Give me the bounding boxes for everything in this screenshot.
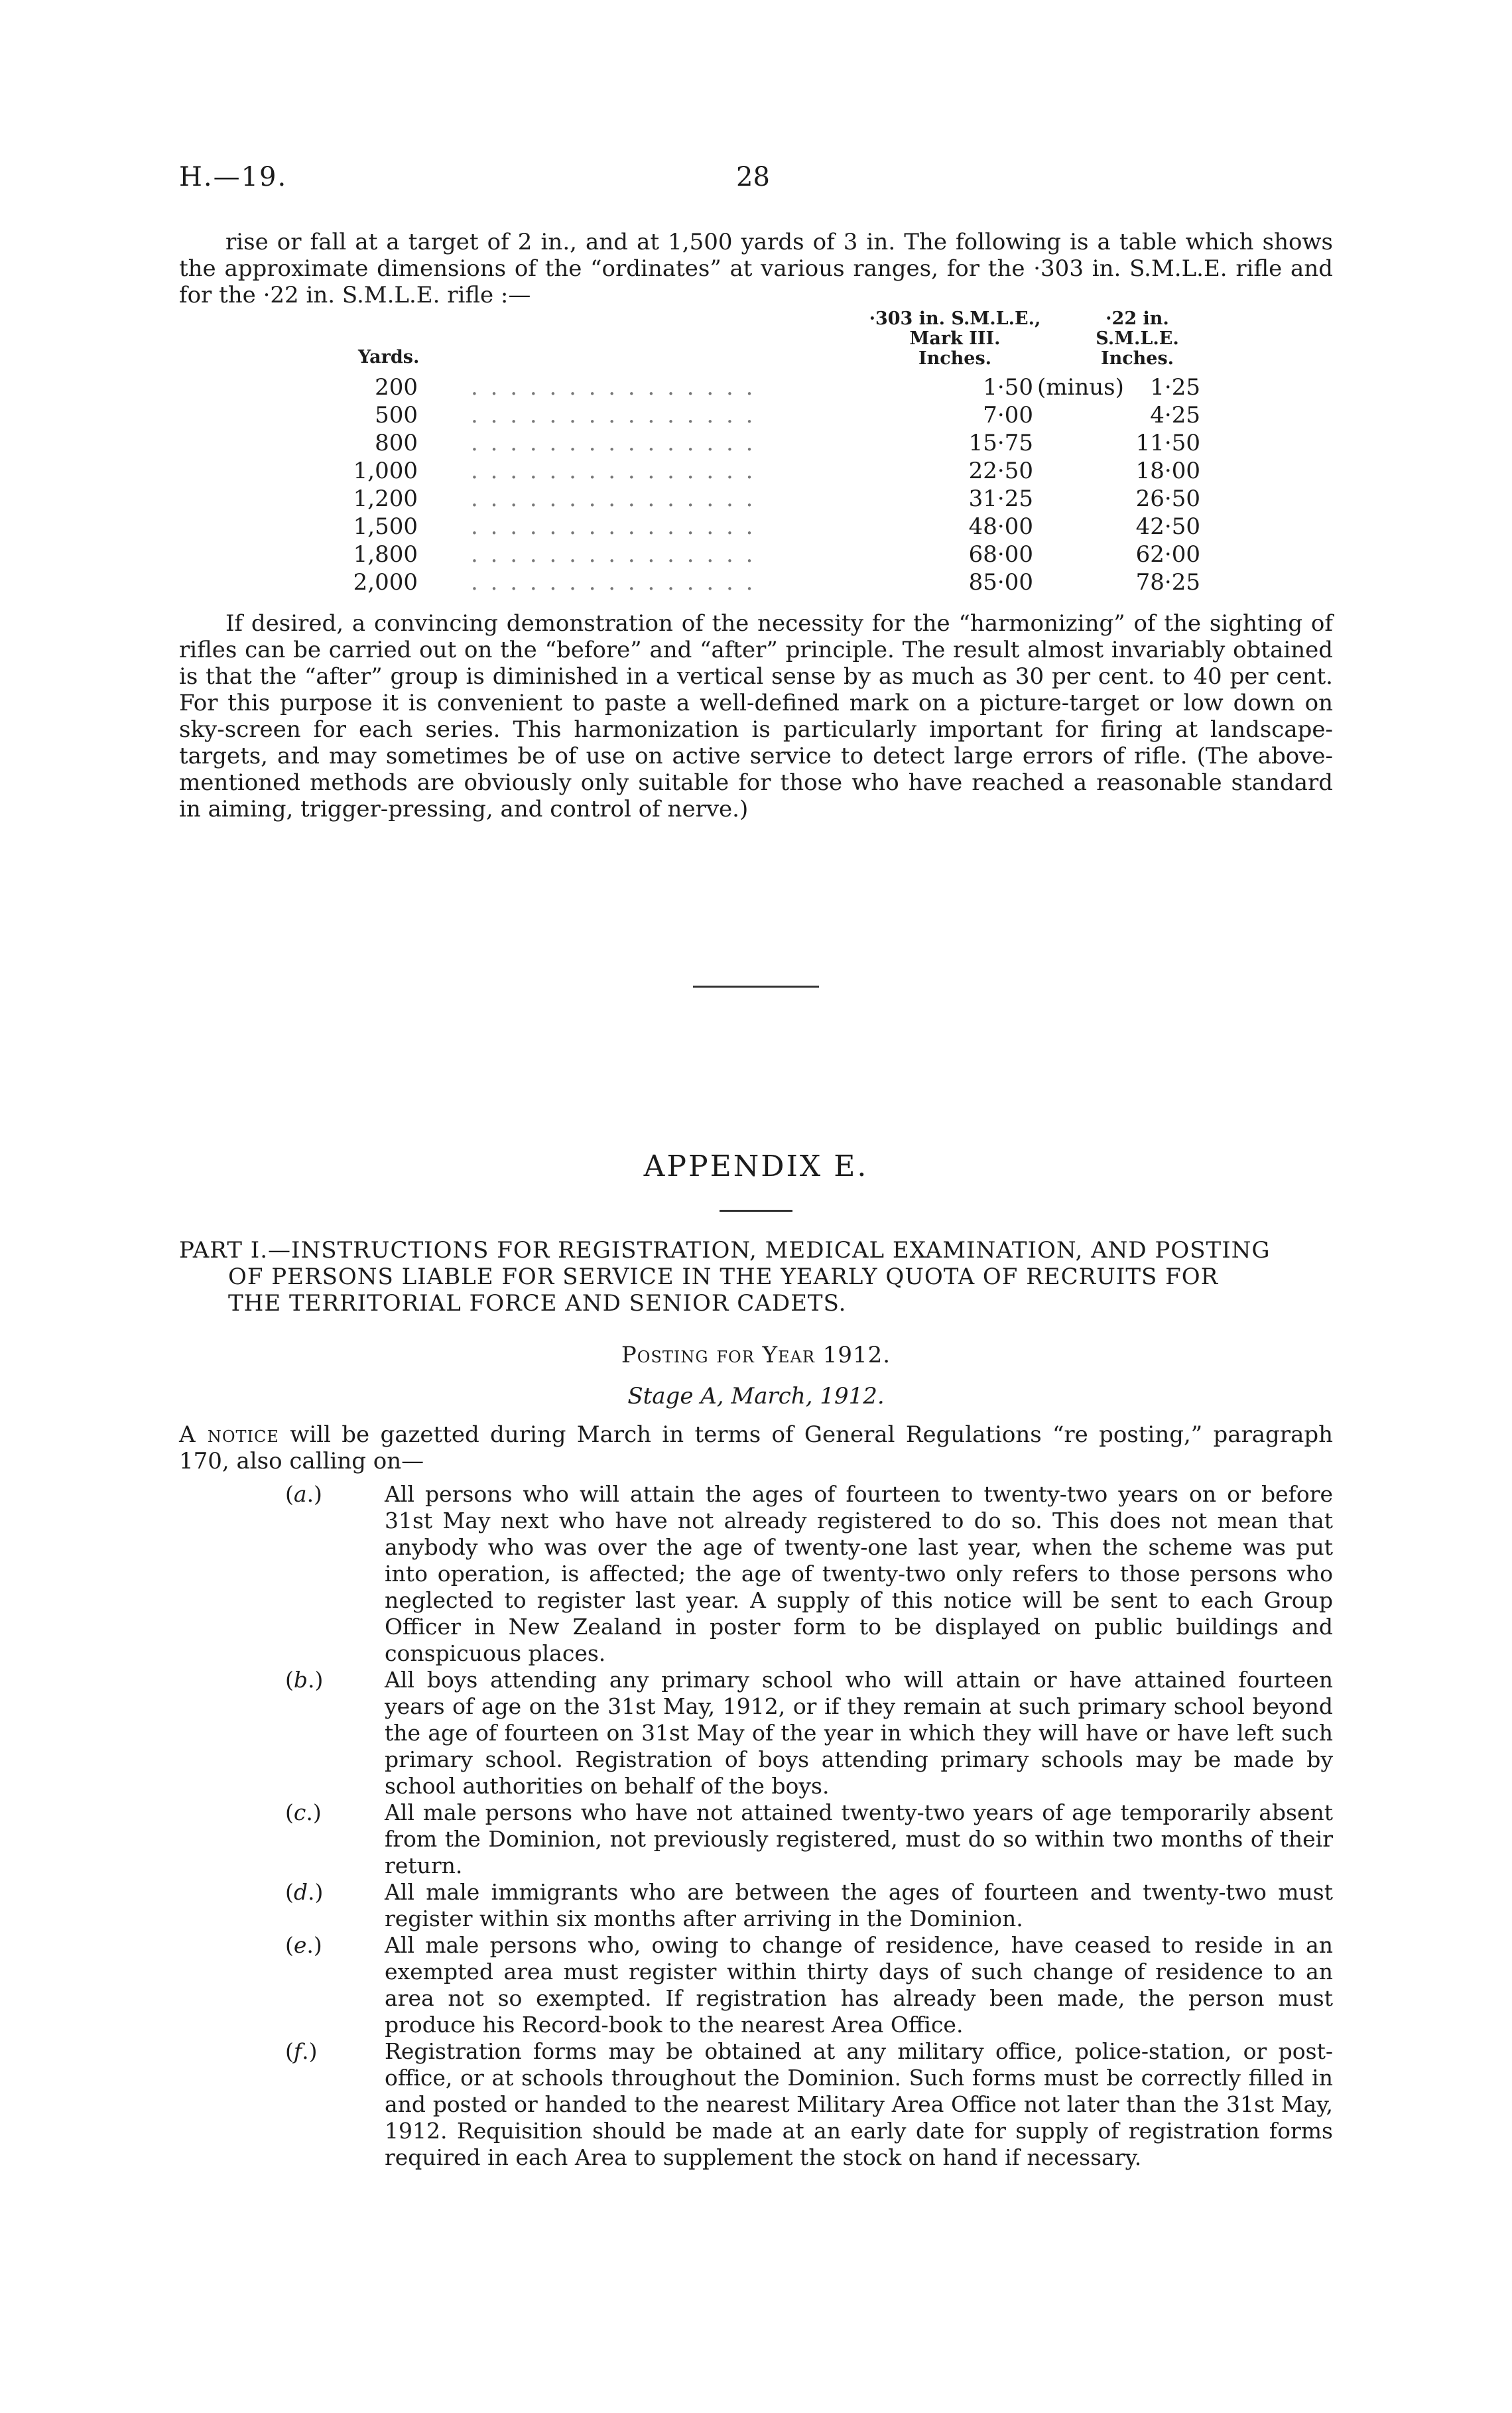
value-303-cell: 15·75 (942, 430, 1033, 456)
list-item: (f.) Registration forms may be obtained at any military office, police-station, or post-office, or at schools throughout the Dominion. Such forms must be correctly filled in and posted or handed to the nearest Military Area Office not later than the 31st May, 1912. Requisition should be made at an early date for supply of registration forms required in each Area to supplement the stock on hand if necessary. (285, 2038, 1333, 2170)
list-item: (b.) All boys attending any primary school who will attain or have attained fourteen years of age on the 31st May, 1912, or if they remain at such primary school beyond the age of fourteen on 31st May of the year in which they will have or have left such primary school. Registration of boys attending primary schools may be made by school authorities on behalf of the boys. (285, 1667, 1333, 1799)
section-divider (693, 986, 819, 988)
posting-heading: Posting for Year 1912. (621, 1342, 891, 1368)
value-303-cell: 48·00 (942, 513, 1033, 540)
yards-cell: 500 (375, 402, 418, 428)
yards-cell: 200 (375, 374, 418, 401)
list-item: (a.) All persons who will attain the ages of fourteen to twenty-two years on or before 31st May next who have not already registered to do so. This does not mean that anybody who was over the age of twenty-one last year, when the scheme was put into operation, is affected; the age of twenty-two only refers to those persons who neglected to register last year. A supply of this notice will be sent to each Group Officer in New Zealand in poster form to be displayed on public buildings and conspicuous places. (285, 1481, 1333, 1666)
dot-leaders: . . . . . . . . . . . . . . . (471, 569, 756, 596)
dot-leaders: . . . . . . . . . . . . . . . (471, 430, 756, 456)
appendix-title: APPENDIX E. (643, 1149, 869, 1183)
yards-cell: 800 (375, 430, 418, 456)
item-text: All male immigrants who are between the ages of fourteen and twenty-two must register within six months after arriving in the Dominion. (385, 1879, 1333, 1931)
dot-leaders: . . . . . . . . . . . . . . . (471, 458, 756, 484)
column-header-22 (1081, 309, 1194, 369)
harmonizing-text: If desired, a convincing demonstration of the necessity for the “harmonizing” of the sighting of rifles can be carried out on the “before” and “after” principle. The result almost invariably obtained is that the “after” group is diminished in a vertical sense by as much as 30 per cent. to 40 per cent. For this purpose it is convenient to paste a well-defined mark on a picture-target or low down on sky-screen for each series. This harmonization is particularly important for firing at landscape-targets, and may sometimes be of use on active service to detect large errors of rifle. (The above-mentioned methods are obviously only suitable for those who have reached a reasonable standard in aiming, trigger-pressing, and control of nerve.) (179, 610, 1333, 822)
harmonizing-paragraph (179, 610, 1333, 822)
dot-leaders: . . . . . . . . . . . . . . . (471, 374, 756, 401)
value-303-cell: 22·50 (942, 458, 1033, 484)
header-303-line: ·303 in. S.M.L.E., (869, 308, 1041, 329)
value-303-cell: 68·00 (942, 541, 1033, 568)
table-row (345, 430, 1273, 458)
yards-cell: 2,000 (353, 569, 418, 596)
value-22-cell: 1·25 (1127, 374, 1200, 401)
dot-leaders: . . . . . . . . . . . . . . . (471, 486, 756, 512)
value-303-cell: 1·50 (942, 374, 1033, 401)
list-item: (d.) All male immigrants who are between the ages of fourteen and twenty-two must register within six months after arriving in the Dominion. (285, 1879, 1333, 1931)
table-row (345, 374, 1273, 402)
page-number: 28 (736, 162, 770, 192)
item-label: d (293, 1879, 308, 1905)
part-heading-line: PART I.—INSTRUCTIONS FOR REGISTRATION, MEDICAL EXAMINATION, AND POSTING (179, 1237, 1271, 1264)
item-text: All persons who will attain the ages of fourteen to twenty-two years on or before 31st May next who have not already registered to do so. This does not mean that anybody who was over the age of twenty-one last year, when the scheme was put into operation, is affected; the age of twenty-two only refers to those persons who neglected to register last year. A supply of this notice will be sent to each Group Officer in New Zealand in poster form to be displayed on public buildings and conspicuous places. (385, 1481, 1333, 1666)
header-22-line: ·22 in. (1105, 308, 1169, 329)
item-label: e (293, 1932, 307, 1958)
table-row (345, 541, 1273, 569)
part-heading-line: OF PERSONS LIABLE FOR SERVICE IN THE YEARLY QUOTA OF RECRUITS FOR (228, 1264, 1219, 1290)
item-text: Registration forms may be obtained at any military office, police-station, or post-office, or at schools throughout the Dominion. Such forms must be correctly filled in and posted or handed to the nearest Military Area Office not later than the 31st May, 1912. Requisition should be made at an early date for supply of registration forms required in each Area to supplement the stock on hand if necessary. (385, 2038, 1333, 2170)
table-row (345, 513, 1273, 541)
item-label: c (293, 1799, 306, 1825)
item-text: All male persons who have not attained twenty-two years of age temporarily absent from the Dominion, not previously registered, must do so within two months of their return. (385, 1799, 1333, 1878)
value-22-cell: 26·50 (1127, 486, 1200, 512)
value-22-cell: 4·25 (1127, 402, 1200, 428)
notice-text: will be gazetted during March in terms of General Regulations “re posting,” paragraph 170, also calling on— (179, 1421, 1333, 1474)
dot-leaders: . . . . . . . . . . . . . . . (471, 402, 756, 428)
notice-paragraph (179, 1421, 1333, 1474)
value-22-cell: 62·00 (1127, 541, 1200, 568)
header-303-line: Mark III. (909, 328, 1001, 349)
value-303-cell: 85·00 (942, 569, 1033, 596)
value-303-cell: 31·25 (942, 486, 1033, 512)
notice-lead: A notice (179, 1421, 279, 1448)
table-row (345, 486, 1273, 513)
value-303-cell: 7·00 (942, 402, 1033, 428)
yards-cell: 1,500 (353, 513, 418, 540)
document-reference: H.—19. (179, 162, 288, 192)
yards-cell: 1,800 (353, 541, 418, 568)
list-item: (e.) All male persons who, owing to change of residence, have ceased to reside in an exempted area must register within thirty days of such change of residence to an area not so exempted. If registration has already been made, the person must produce his Record-book to the nearest Area Office. (285, 1932, 1333, 2038)
title-underline (720, 1210, 792, 1212)
table-row (345, 402, 1273, 430)
value-22-cell: 18·00 (1127, 458, 1200, 484)
table-row (345, 458, 1273, 486)
item-text: All boys attending any primary school who will attain or have attained fourteen years of age on the 31st May, 1912, or if they remain at such primary school beyond the age of fourteen on 31st May of the year in which they will have or have left such primary school. Registration of boys attending primary schools may be made by school authorities on behalf of the boys. (385, 1667, 1333, 1799)
item-label: b (293, 1667, 308, 1693)
column-header-yards: Yards. (358, 347, 420, 367)
value-22-cell: 78·25 (1127, 569, 1200, 596)
stage-heading: Stage A, March, 1912. (627, 1383, 885, 1409)
minus-note: (minus) (1035, 374, 1127, 401)
column-header-303 (862, 309, 1048, 369)
intro-paragraph (179, 229, 1333, 308)
item-label: a (293, 1481, 307, 1507)
intro-text: rise or fall at a target of 2 in., and at 1,500 yards of 3 in. The following is a table which shows the approximate dimensions of the “ordinates” at various ranges, for the ·303 in. S.M.L.E. rifle and for the ·22 in. S.M.L.E. rifle :— (179, 229, 1333, 308)
part-heading-line: THE TERRITORIAL FORCE AND SENIOR CADETS. (228, 1290, 847, 1317)
header-303-line: Inches. (918, 348, 992, 369)
header-22-line: S.M.L.E. (1096, 328, 1179, 349)
item-text: All male persons who, owing to change of residence, have ceased to reside in an exempted area must register within thirty days of such change of residence to an area not so exempted. If registration has already been made, the person must produce his Record-book to the nearest Area Office. (385, 1932, 1333, 2038)
value-22-cell: 11·50 (1127, 430, 1200, 456)
yards-cell: 1,200 (353, 486, 418, 512)
value-22-cell: 42·50 (1127, 513, 1200, 540)
yards-cell: 1,000 (353, 458, 418, 484)
item-label: f (293, 2038, 302, 2064)
part-heading (179, 1237, 1333, 1317)
dot-leaders: . . . . . . . . . . . . . . . (471, 513, 756, 540)
list-item: (c.) All male persons who have not attained twenty-two years of age temporarily absent from the Dominion, not previously registered, must do so within two months of their return. (285, 1799, 1333, 1878)
registration-list (179, 1481, 1333, 2171)
dot-leaders: . . . . . . . . . . . . . . . (471, 541, 756, 568)
header-22-line: Inches. (1100, 348, 1174, 369)
table-row (345, 569, 1273, 597)
